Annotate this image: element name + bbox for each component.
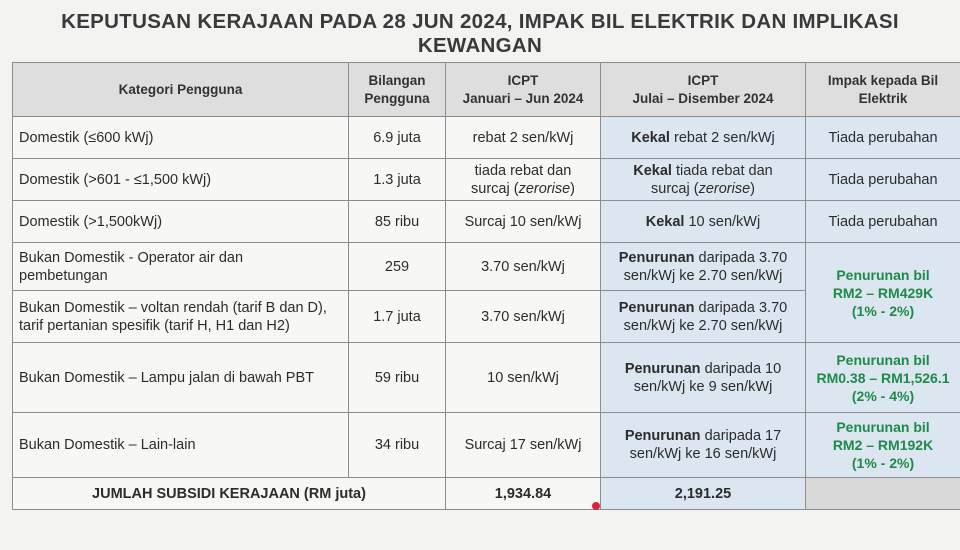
- users-cell: 34 ribu: [349, 413, 446, 478]
- header-users: Bilangan Pengguna: [349, 63, 446, 117]
- icpt-jan-cell: Surcaj 10 sen/kWj: [446, 201, 601, 243]
- category-cell: Domestik (>601 - ≤1,500 kWj): [13, 159, 349, 201]
- users-cell: 85 ribu: [349, 201, 446, 243]
- users-cell: 59 ribu: [349, 343, 446, 413]
- impact-cell-merged: Penurunan bil RM2 – RM429K (1% - 2%): [806, 243, 960, 343]
- total-empty-cell: [806, 478, 960, 510]
- icpt-jan-cell: rebat 2 sen/kWj: [446, 117, 601, 159]
- category-cell: Bukan Domestik – Lain-lain: [13, 413, 349, 478]
- table-row: [13, 413, 960, 478]
- red-dot-marker: [592, 502, 600, 510]
- icpt-jul-cell: Kekal tiada rebat dan surcaj (zerorise): [601, 159, 806, 201]
- category-cell: Bukan Domestik - Operator air dan pembetungan: [13, 243, 349, 291]
- icpt-jan-cell: 3.70 sen/kWj: [446, 291, 601, 343]
- table-row: [13, 343, 960, 413]
- total-jul-value: 2,191.25: [601, 478, 806, 510]
- icpt-jul-cell: Penurunan daripada 17 sen/kWj ke 16 sen/kWj: [601, 413, 806, 478]
- icpt-jan-cell: 3.70 sen/kWj: [446, 243, 601, 291]
- header-category: Kategori Pengguna: [13, 63, 349, 117]
- header-impact: Impak kepada Bil Elektrik: [806, 63, 960, 117]
- table-row: [13, 159, 960, 201]
- icpt-jul-cell: Penurunan daripada 3.70 sen/kWj ke 2.70 sen/kWj: [601, 291, 806, 343]
- icpt-jul-cell: Penurunan daripada 10 sen/kWj ke 9 sen/kWj: [601, 343, 806, 413]
- table-header-row: [13, 63, 960, 117]
- category-cell: Domestik (≤600 kWj): [13, 117, 349, 159]
- impact-cell: Tiada perubahan: [806, 201, 960, 243]
- users-cell: 1.3 juta: [349, 159, 446, 201]
- impact-cell: Tiada perubahan: [806, 159, 960, 201]
- total-jan-value: 1,934.84: [446, 478, 601, 510]
- category-cell: Bukan Domestik – Lampu jalan di bawah PBT: [13, 343, 349, 413]
- icpt-jan-cell: 10 sen/kWj: [446, 343, 601, 413]
- total-label: JUMLAH SUBSIDI KERAJAAN (RM juta): [13, 478, 446, 510]
- icpt-jan-cell: Surcaj 17 sen/kWj: [446, 413, 601, 478]
- users-cell: 6.9 juta: [349, 117, 446, 159]
- page-title: KEPUTUSAN KERAJAAN PADA 28 JUN 2024, IMPAK BIL ELEKTRIK DAN IMPLIKASI KEWANGAN: [61, 10, 899, 57]
- subsidy-table: [12, 62, 960, 510]
- table-row: [13, 201, 960, 243]
- table-row: [13, 243, 960, 291]
- category-cell: Domestik (>1,500kWj): [13, 201, 349, 243]
- impact-cell: Tiada perubahan: [806, 117, 960, 159]
- users-cell: 1.7 juta: [349, 291, 446, 343]
- category-cell: Bukan Domestik – voltan rendah (tarif B dan D), tarif pertanian spesifik (tarif H, H1 dan H2): [13, 291, 349, 343]
- impact-cell: Penurunan bil RM0.38 – RM1,526.1 (2% - 4%): [806, 343, 960, 413]
- total-row: [13, 478, 960, 510]
- icpt-jan-cell: tiada rebat dan surcaj (zerorise): [446, 159, 601, 201]
- icpt-jul-cell: Penurunan daripada 3.70 sen/kWj ke 2.70 sen/kWj: [601, 243, 806, 291]
- icpt-jul-cell: Kekal 10 sen/kWj: [601, 201, 806, 243]
- header-icpt-jan-jun: ICPT Januari – Jun 2024: [446, 63, 601, 117]
- header-icpt-jul-dec: ICPT Julai – Disember 2024: [601, 63, 806, 117]
- icpt-jul-cell: Kekal rebat 2 sen/kWj: [601, 117, 806, 159]
- impact-cell: Penurunan bil RM2 – RM192K (1% - 2%): [806, 413, 960, 478]
- table-row: [13, 117, 960, 159]
- users-cell: 259: [349, 243, 446, 291]
